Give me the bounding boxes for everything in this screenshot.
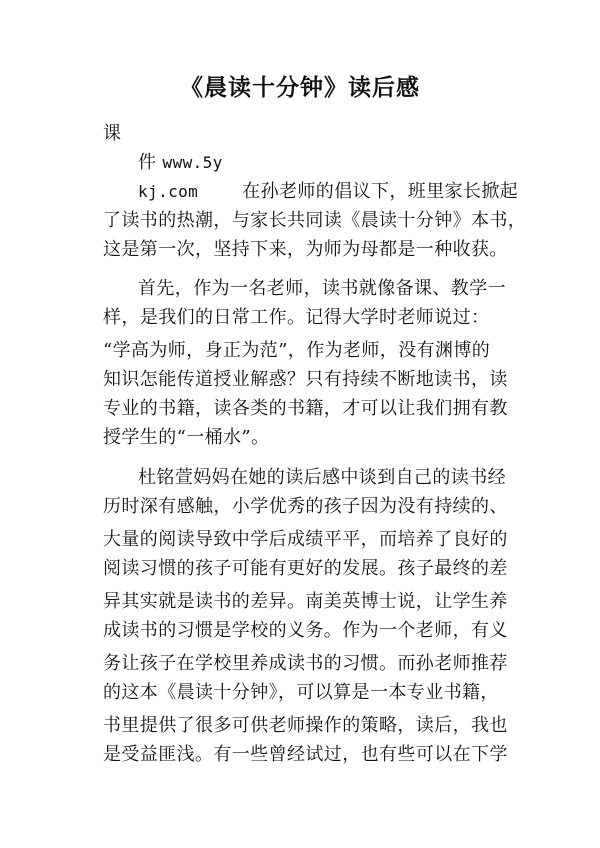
paragraph-2-line-1: 首先，作为一名老师，读书就像备课、教学一 [138, 278, 506, 299]
page-title: 《晨读十分钟》读后感 [180, 75, 420, 101]
paragraph-3-line-3: 大量的阅读导致中学后成绩平平，而培养了良好的 [103, 529, 508, 550]
header-line-ke: 课 [103, 123, 122, 144]
paragraph-3-line-9: 书里提供了很多可供老师操作的策略，读后，我也 [103, 715, 508, 736]
paragraph-2-line-6: 授学生的“一桶水”。 [103, 427, 270, 448]
paragraph-2-line-5: 专业的书籍，读各类的书籍，才可以让我们拥有教 [103, 398, 508, 419]
header-line-jian [138, 151, 223, 175]
paragraph-3-line-8: 的这本《晨读十分钟》，可以算是一本专业书籍， [103, 682, 499, 703]
paragraph-2-line-3: “学高为师，身正为范”，作为老师，没有渊博的 [103, 340, 491, 361]
header-jian-text: 件 [138, 152, 157, 173]
paragraph-2-line-2: 样，是我们的日常工作。记得大学时老师说过： [103, 307, 490, 328]
paragraph-3-line-1: 杜铭萱妈妈在她的读后感中谈到自己的读书经 [138, 467, 506, 488]
paragraph-1-line-2: 了读书的热潮，与家长共同读《晨读十分钟》本书， [103, 210, 527, 231]
paragraph-3-line-2: 历时深有感触，小学优秀的孩子因为没有持续的、 [103, 496, 508, 517]
paragraph-2-line-4: 知识怎能传道授业解惑？只有持续不断地读书，读 [103, 369, 508, 390]
paragraph-1-line-3: 这是第一次，坚持下来，为师为母都是一种收获。 [103, 239, 508, 260]
paragraph-3-line-7: 务让孩子在学校里养成读书的习惯。而孙老师推荐 [103, 653, 508, 674]
paragraph-3-line-10: 是受益匪浅。有一些曾经试过，也有些可以在下学 [103, 744, 508, 765]
url-fragment-2: kj.com [138, 182, 199, 201]
paragraph-1-line-1 [138, 180, 518, 204]
paragraph-1-text-1: 在孙老师的倡议下，班里家长掀起 [242, 181, 519, 202]
url-fragment-1: www.5y [162, 153, 223, 172]
paragraph-3-line-6: 成读书的习惯是学校的义务。作为一个老师，有义 [103, 620, 508, 641]
paragraph-3-line-5: 异其实就是读书的差异。南美英博士说，让学生养 [103, 591, 508, 612]
paragraph-3-line-4: 阅读习惯的孩子可能有更好的发展。孩子最终的差 [103, 558, 508, 579]
